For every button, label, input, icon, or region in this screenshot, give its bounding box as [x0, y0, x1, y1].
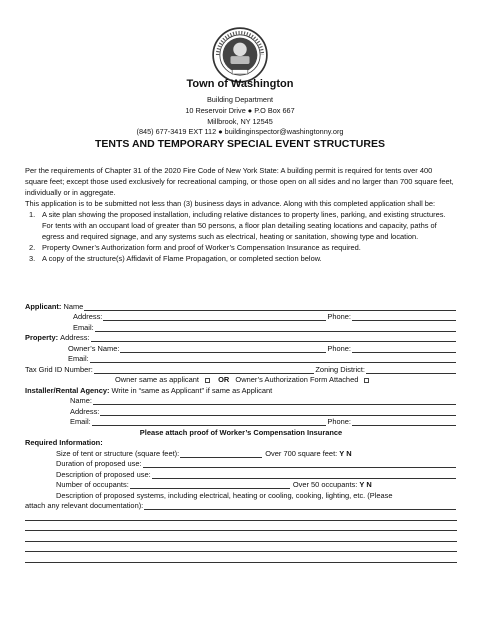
installer-label: Installer/Rental Agency:	[25, 385, 110, 395]
insurance-note-row	[25, 426, 457, 437]
installer-name-field[interactable]	[93, 397, 456, 405]
over-50-yn[interactable]: Y N	[359, 480, 372, 489]
or-label: OR	[218, 375, 230, 384]
required-information-label: Required Information:	[25, 438, 103, 447]
owner-phone-field[interactable]	[352, 345, 456, 353]
address-label: Address:	[60, 333, 90, 342]
item-number: 1.	[29, 210, 36, 219]
duration-label: Duration of proposed use:	[56, 459, 142, 468]
tax-grid-row	[25, 363, 457, 374]
blank-line[interactable]	[25, 552, 457, 563]
street-address: 10 Reservoir Drive ● P.O Box 667	[185, 106, 295, 115]
owner-auth-checkbox[interactable]	[364, 378, 369, 383]
tax-grid-field[interactable]	[94, 366, 315, 374]
applicant-address-field[interactable]	[103, 313, 326, 321]
blank-line[interactable]	[25, 531, 457, 542]
phone-label: Phone:	[327, 312, 351, 321]
size-field[interactable]	[180, 450, 262, 458]
email-label: Email:	[73, 322, 94, 332]
insurance-note: Please attach proof of Worker’s Compensation Insurance	[139, 427, 343, 437]
occupants-field[interactable]	[130, 481, 290, 489]
email-label: Email:	[68, 354, 89, 363]
owner-same-checkbox[interactable]	[205, 378, 210, 383]
description-label: Description of proposed use:	[56, 469, 151, 479]
applicant-label: Applicant:	[25, 301, 62, 311]
contact-info: (845) 677-3419 EXT 112 ● buildinginspector@washingtonny.org	[136, 127, 344, 136]
over-700-yn[interactable]: Y N	[339, 448, 352, 458]
applicant-email-row	[25, 321, 457, 332]
installer-address-field[interactable]	[100, 408, 456, 416]
requirement-item	[25, 253, 457, 264]
zoning-district-field[interactable]	[366, 366, 456, 374]
required-header-row	[25, 437, 457, 448]
requirements-list	[25, 209, 457, 264]
installer-address-row	[25, 405, 457, 416]
item-number: 3.	[29, 254, 36, 263]
city-address: Millbrook, NY 12545	[207, 117, 273, 126]
applicant-phone-field[interactable]	[352, 313, 456, 321]
systems-field[interactable]	[144, 502, 456, 510]
duration-row	[25, 458, 457, 469]
address-label: Address:	[70, 406, 100, 416]
blank-line[interactable]	[25, 510, 457, 521]
item-number: 2.	[29, 243, 36, 252]
owner-options-row	[25, 374, 457, 385]
blank-line[interactable]	[25, 521, 457, 532]
property-address-row	[25, 332, 457, 343]
intro-paragraph-submission: This application is to be submitted not less than (3) business days in advance. Along with this completed application shall be:	[25, 199, 436, 208]
description-row	[25, 468, 457, 479]
installer-phone-field[interactable]	[352, 418, 456, 426]
duration-field[interactable]	[143, 460, 456, 468]
attach-row	[25, 500, 457, 511]
item-text: A copy of the structure(s) Affidavit of Flame Propagation, or completed section below.	[42, 254, 322, 263]
systems-label: Description of proposed systems, including electrical, heating or cooling, cooking, lighting, etc. (Please	[56, 490, 393, 500]
owner-email-row	[25, 353, 457, 364]
over-50-label: Over 50 occupants:	[292, 480, 358, 489]
name-label: Name:	[70, 396, 92, 405]
applicant-name-row	[25, 300, 457, 311]
installer-email-field[interactable]	[92, 418, 327, 426]
owner-same-label: Owner same as applicant	[115, 375, 199, 384]
item-text: A site plan showing the proposed installation, including relative distances to property lines, parking, and existing structures. For tents with an occupant load of greater than 50 persons, a floor plan detailing seating locations and capacity, paths of egress and required signage, and any systems such as electrical, heating or sanitation, showing type and location.	[42, 210, 446, 241]
department-name: Building Department	[206, 95, 274, 104]
intro-section	[25, 165, 457, 264]
systems-row	[25, 489, 457, 500]
tax-grid-label: Tax Grid ID Number:	[25, 364, 93, 374]
owner-email-field[interactable]	[90, 355, 456, 363]
zoning-label: Zoning District:	[315, 364, 365, 374]
blank-line[interactable]	[25, 542, 457, 553]
size-row	[25, 447, 457, 458]
requirement-item	[25, 242, 457, 253]
installer-name-row	[25, 395, 457, 406]
size-label: Size of tent or structure (square feet):	[56, 448, 180, 458]
town-name: Town of Washington	[186, 78, 294, 90]
installer-email-row	[25, 416, 457, 427]
owners-name-label: Owner’s Name:	[68, 343, 120, 353]
attach-label: attach any relevant documentation):	[25, 501, 144, 510]
occupants-row	[25, 479, 457, 490]
town-seal-logo	[212, 27, 268, 83]
applicant-email-field[interactable]	[95, 324, 456, 332]
applicant-name-field[interactable]	[84, 303, 456, 311]
requirement-item	[25, 209, 457, 242]
address-label: Address:	[73, 312, 103, 321]
phone-label: Phone:	[327, 343, 351, 353]
name-label: Name	[63, 301, 84, 311]
email-label: Email:	[70, 417, 91, 426]
over-700-label: Over 700 square feet:	[265, 448, 338, 458]
installer-header-row	[25, 384, 457, 395]
owner-name-field[interactable]	[120, 345, 326, 353]
item-text: Property Owner’s Authorization form and proof of Worker’s Compensation Insurance as required.	[42, 243, 361, 252]
owner-auth-label: Owner’s Authorization Form Attached	[235, 375, 359, 384]
property-label: Property:	[25, 333, 59, 342]
installer-note: Write in “same as Applicant” if same as Applicant	[111, 385, 273, 395]
form-title: TENTS AND TEMPORARY SPECIAL EVENT STRUCTURES	[95, 138, 385, 150]
owner-name-row	[25, 342, 457, 353]
application-form	[25, 300, 457, 563]
phone-label: Phone:	[327, 417, 351, 426]
occupants-label: Number of occupants:	[56, 480, 129, 489]
property-address-field[interactable]	[91, 334, 457, 342]
intro-paragraph-requirements: Per the requirements of Chapter 31 of the 2020 Fire Code of New York State: A building permit is required for tents over 400 square feet; except those used exclusively for recreational camping, or those open on all sides and no larger than 700 square feet, individually or in aggregate.	[25, 166, 454, 197]
description-field[interactable]	[152, 471, 456, 479]
applicant-address-row	[25, 311, 457, 322]
